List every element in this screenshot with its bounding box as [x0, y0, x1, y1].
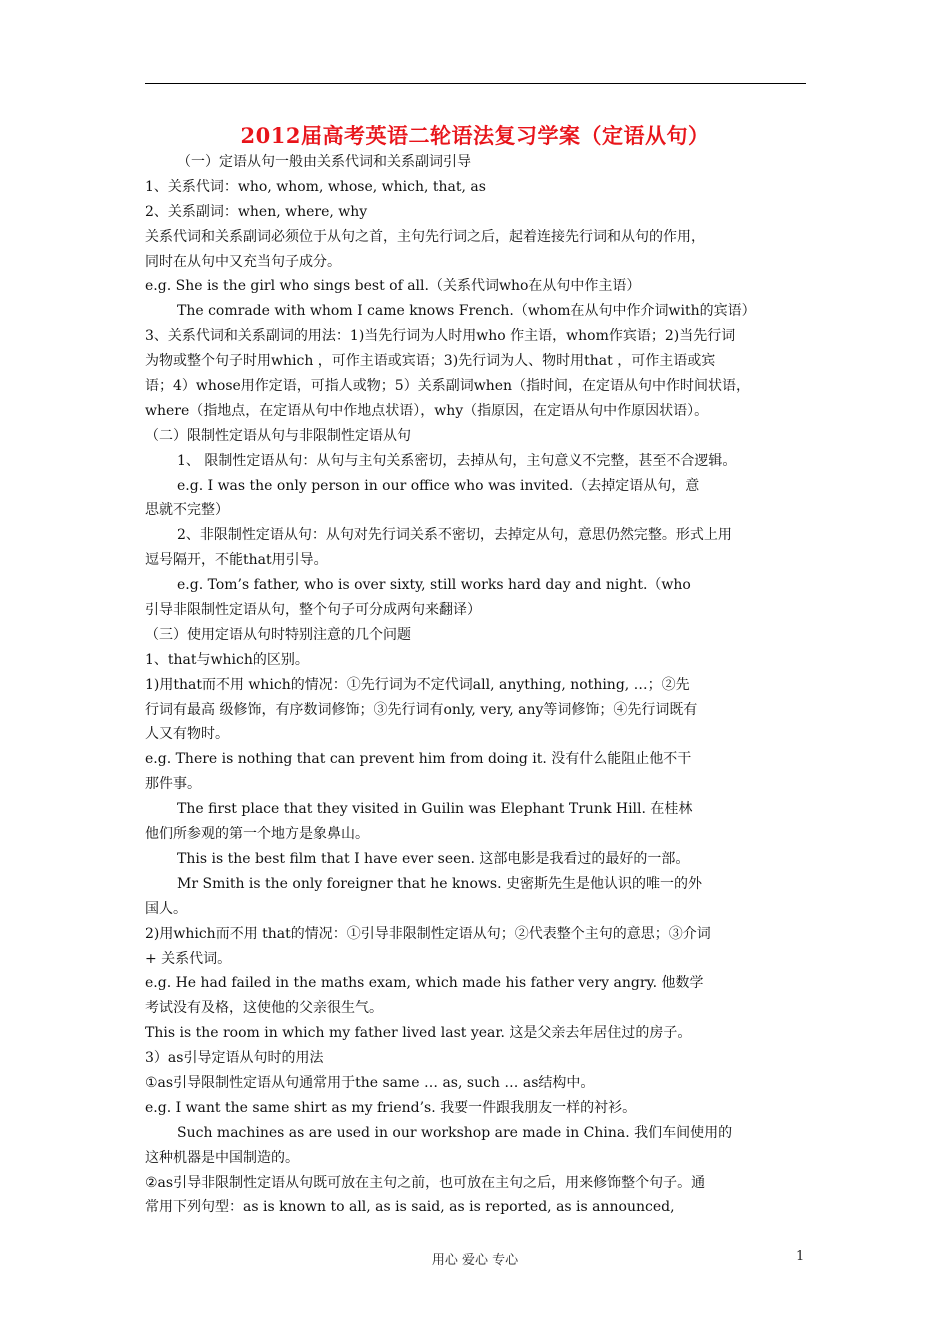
paragraph-line: 逗号隔开，不能that用引导。 — [145, 552, 328, 569]
paragraph-line: 3、关系代词和关系副词的用法：1)当先行词为人时用who 作主语，whom作宾语；2)当先行词 — [145, 328, 736, 345]
paragraph-line: ①as引导限制性定语从句通常用于the same … as, such … as结构中。 — [145, 1074, 595, 1091]
paragraph-line: + 关系代词。 — [145, 950, 232, 967]
example-line: This is the room in which my father lived last year. 这是父亲去年居住过的房子。 — [145, 1025, 692, 1042]
paragraph-line: 同时在从句中又充当句子成分。 — [145, 253, 341, 270]
paragraph-line: 1、关系代词：who, whom, whose, which, that, as — [145, 178, 486, 195]
example-line: 思就不完整） — [145, 502, 229, 519]
example-line: Such machines as are used in our workshop are made in China. 我们车间使用的 — [177, 1124, 733, 1141]
paragraph-line: 1、that与which的区别。 — [145, 651, 309, 668]
example-line: The first place that they visited in Guilin was Elephant Trunk Hill. 在桂林 — [177, 801, 693, 818]
paragraph-line: 2、关系副词：when, where, why — [145, 203, 368, 220]
paragraph-line: 语；4）whose用作定语，可指人或物；5）关系副词when（指时间，在定语从句中作时间状语， — [145, 378, 751, 395]
example-line: Mr Smith is the only foreigner that he knows. 史密斯先生是他认识的唯一的外 — [177, 875, 702, 892]
paragraph-line: ②as引导非限制性定语从句既可放在主句之前，也可放在主句之后，用来修饰整个句子。通 — [145, 1174, 706, 1191]
example-line: e.g. I was the only person in our office who was invited.（去掉定语从句，意 — [177, 477, 700, 494]
section-heading-3: （三）使用定语从句时特别注意的几个问题 — [145, 626, 411, 643]
example-line: e.g. Tom’s father, who is over sixty, still works hard day and night.（who — [177, 577, 691, 594]
paragraph-line: 常用下列句型：as is known to all, as is said, as is reported, as is announced, — [145, 1199, 675, 1216]
example-line: 他们所参观的第一个地方是象鼻山。 — [145, 826, 369, 843]
paragraph-line: 1)用that而不用 which的情况：①先行词为不定代词all, anything, nothing, …；②先 — [145, 676, 690, 693]
paragraph-line: 2)用which而不用 that的情况：①引导非限制性定语从句；②代表整个主句的意思；③介词 — [145, 925, 711, 942]
paragraph-line: 人又有物时。 — [145, 726, 229, 743]
page-footer: 用心 爱心 专心 — [431, 1253, 519, 1268]
section-heading-1: （一）定语从句一般由关系代词和关系副词引导 — [177, 154, 471, 170]
document-title: 2012届高考英语二轮语法复习学案（定语从句） — [240, 123, 710, 148]
paragraph-line: 3）as引导定语从句时的用法 — [145, 1050, 324, 1067]
example-line: e.g. She is the girl who sings best of all.（关系代词who在从句中作主语） — [145, 278, 641, 295]
example-line: 国人。 — [145, 900, 187, 917]
example-line: 考试没有及格，这使他的父亲很生气。 — [145, 1000, 383, 1017]
example-line: The comrade with whom I came knows French.（whom在从句中作介词with的宾语） — [177, 303, 756, 320]
example-line: 那件事。 — [145, 776, 201, 793]
paragraph-line: 为物或整个句子时用which ，可作主语或宾语；3)先行词为人、物时用that ，可作主语或宾 — [145, 353, 716, 370]
example-line: e.g. He had failed in the maths exam, which made his father very angry. 他数学 — [145, 975, 704, 992]
section-heading-2: （二）限制性定语从句与非限制性定语从句 — [145, 427, 411, 444]
paragraph-line: where（指地点，在定语从句中作地点状语），why（指原因，在定语从句中作原因状语）。 — [145, 402, 709, 419]
example-line: 这种机器是中国制造的。 — [145, 1149, 299, 1166]
page-number: 1 — [796, 1249, 805, 1264]
paragraph-line: 2、非限制性定语从句：从句对先行词关系不密切，去掉定从句，意思仍然完整。形式上用 — [177, 527, 732, 544]
paragraph-line: 行词有最高 级修饰，有序数词修饰；③先行词有only, very, any等词修饰；④先行词既有 — [145, 701, 698, 718]
paragraph-line: 关系代词和关系副词必须位于从句之首，主句先行词之后，起着连接先行词和从句的作用， — [145, 228, 705, 245]
paragraph-line: 1、 限制性定语从句：从句与主句关系密切，去掉从句，主句意义不完整，甚至不合逻辑。 — [177, 452, 737, 469]
example-line: e.g. I want the same shirt as my friend’s. 我要一件跟我朋友一样的衬衫。 — [145, 1099, 637, 1116]
example-line: This is the best film that I have ever seen. 这部电影是我看过的最好的一部。 — [177, 850, 690, 867]
header-rule — [145, 83, 806, 84]
example-line: e.g. There is nothing that can prevent him from doing it. 没有什么能阻止他不干 — [145, 751, 692, 768]
document-body — [145, 150, 811, 1220]
example-line: 引导非限制性定语从句，整个句子可分成两句来翻译） — [145, 602, 481, 619]
